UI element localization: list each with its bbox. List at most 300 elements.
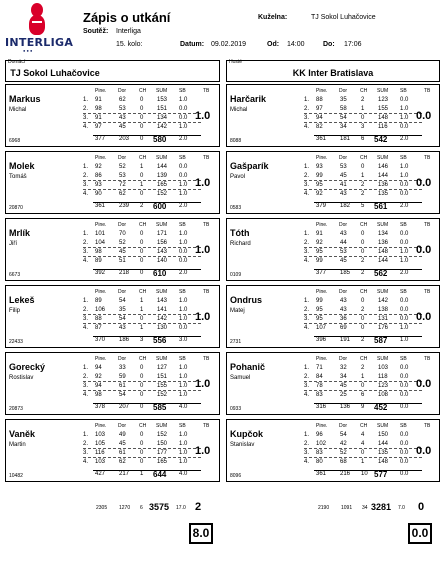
score-cell: 0 bbox=[361, 164, 365, 170]
score-row bbox=[304, 383, 422, 391]
score-row bbox=[83, 240, 201, 248]
logo-text: INTERLIGA bbox=[5, 36, 74, 49]
score-cell: 0.0 bbox=[400, 316, 409, 322]
score-cell: 2. bbox=[304, 307, 310, 313]
score-cell: 1.0 bbox=[179, 182, 188, 188]
score-cell: 0.0 bbox=[400, 298, 409, 304]
score-cell: 1 bbox=[140, 182, 144, 188]
score-cell: 4. bbox=[83, 392, 89, 398]
score-cell: 69 bbox=[340, 325, 347, 331]
score-cell: 53 bbox=[119, 106, 126, 112]
score-cell: 44 bbox=[340, 240, 347, 246]
score-cell: 1.0 bbox=[400, 106, 409, 112]
score-cell: 45 bbox=[119, 249, 126, 255]
column-header: SB bbox=[400, 88, 407, 94]
away-final-score: 0.0 bbox=[408, 523, 432, 544]
player-firstname: Rostislav bbox=[9, 375, 34, 381]
score-cell: 118 bbox=[378, 374, 388, 380]
total-cell: 2 bbox=[361, 337, 365, 343]
total-cell: 182 bbox=[340, 203, 351, 209]
score-cell: 0.0 bbox=[179, 325, 188, 331]
score-cell: 1. bbox=[83, 432, 89, 438]
player-id: 22433 bbox=[9, 339, 23, 345]
score-row bbox=[304, 298, 422, 306]
total-cell: 392 bbox=[95, 270, 106, 276]
column-header: TB bbox=[203, 222, 210, 228]
player-surname: Tóth bbox=[230, 228, 250, 238]
score-cell: 1. bbox=[304, 432, 310, 438]
score-row bbox=[304, 307, 422, 315]
column-header: TB bbox=[203, 289, 210, 295]
score-row bbox=[83, 365, 201, 373]
score-cell: 1.0 bbox=[400, 325, 409, 331]
total-cell: 4.0 bbox=[179, 471, 188, 477]
player-surname: Ondrus bbox=[230, 295, 263, 305]
score-cell: 116 bbox=[378, 124, 388, 130]
score-cell: 1. bbox=[304, 231, 310, 237]
score-row bbox=[304, 115, 422, 123]
score-cell: 1.0 bbox=[179, 450, 188, 456]
home-summary-pins: 2305 bbox=[96, 505, 108, 511]
score-cell: 0 bbox=[140, 124, 144, 130]
column-header: CH bbox=[360, 155, 368, 161]
player-id: 20873 bbox=[9, 406, 23, 412]
page-title: Zápis o utkání bbox=[83, 10, 171, 25]
score-cell: 0.0 bbox=[400, 307, 409, 313]
total-cell: 185 bbox=[340, 270, 351, 276]
total-cell: 361 bbox=[316, 136, 327, 142]
score-cell: 1.0 bbox=[179, 240, 188, 246]
score-cell: 102 bbox=[316, 441, 327, 447]
column-header: SUM bbox=[156, 423, 168, 429]
score-row bbox=[304, 97, 422, 105]
score-cell: 43 bbox=[340, 191, 347, 197]
score-cell: 106 bbox=[95, 307, 106, 313]
score-cell: 43 bbox=[340, 307, 347, 313]
home-player-box bbox=[5, 285, 220, 348]
score-cell: 165 bbox=[157, 182, 168, 188]
score-cell: 1.0 bbox=[400, 173, 409, 179]
score-cell: 155 bbox=[157, 383, 168, 389]
total-row bbox=[93, 135, 201, 145]
column-header: SB bbox=[179, 289, 186, 295]
score-cell: 165 bbox=[157, 459, 168, 465]
score-row bbox=[304, 240, 422, 248]
column-header: SUM bbox=[156, 88, 168, 94]
score-cell: 1.0 bbox=[179, 374, 188, 380]
player-id: 6673 bbox=[9, 272, 21, 278]
score-row bbox=[304, 164, 422, 172]
total-cell: 6 bbox=[361, 136, 365, 142]
score-cell: 2 bbox=[361, 307, 365, 313]
score-cell: 1.0 bbox=[179, 97, 188, 103]
score-cell: 70 bbox=[119, 231, 126, 237]
score-cell: 142 bbox=[157, 124, 168, 130]
score-cell: 153 bbox=[157, 97, 168, 103]
column-header: Dor bbox=[339, 88, 348, 94]
player-id: 10482 bbox=[9, 473, 23, 479]
total-cell: 4.0 bbox=[179, 404, 188, 410]
score-cell: 2 bbox=[361, 191, 365, 197]
player-surname: Mrlík bbox=[9, 228, 31, 238]
score-cell: 123 bbox=[378, 383, 389, 389]
competition-label: Soutěž: bbox=[83, 28, 109, 35]
score-cell: 2 bbox=[361, 258, 365, 264]
score-cell: 1 bbox=[361, 173, 365, 179]
score-cell: 32 bbox=[340, 365, 347, 371]
total-cell: 0 bbox=[140, 404, 144, 410]
score-cell: 0.0 bbox=[400, 441, 409, 447]
score-cell: 2. bbox=[304, 441, 310, 447]
column-header: CH bbox=[360, 222, 368, 228]
score-cell: 4. bbox=[83, 191, 89, 197]
player-surname: Vaněk bbox=[9, 429, 36, 439]
column-header: Dor bbox=[339, 222, 348, 228]
column-header: CH bbox=[139, 88, 147, 94]
score-cell: 89 bbox=[95, 298, 102, 304]
column-header: SUM bbox=[377, 289, 389, 295]
total-cell: 203 bbox=[119, 136, 130, 142]
column-header: SUM bbox=[377, 423, 389, 429]
column-header: TB bbox=[203, 423, 210, 429]
score-cell: 45 bbox=[340, 173, 347, 179]
score-cell: 1.0 bbox=[179, 365, 188, 371]
column-header: TB bbox=[424, 88, 431, 94]
away-summary-pins: 2190 bbox=[318, 505, 330, 511]
score-cell: 3. bbox=[83, 249, 89, 255]
score-row bbox=[304, 450, 422, 458]
total-cell: 427 bbox=[95, 471, 106, 477]
score-cell: 0.0 bbox=[400, 191, 409, 197]
date-value: 09.02.2019 bbox=[211, 41, 247, 48]
score-cell: 1.0 bbox=[179, 441, 188, 447]
total-cell: 0.0 bbox=[400, 471, 409, 477]
total-row bbox=[314, 470, 422, 480]
score-cell: 96 bbox=[316, 432, 323, 438]
score-cell: 45 bbox=[340, 258, 347, 264]
home-summary-points: 2 bbox=[195, 501, 202, 513]
score-row bbox=[83, 182, 201, 190]
total-row bbox=[314, 269, 422, 279]
column-header: CH bbox=[360, 423, 368, 429]
score-cell: 2. bbox=[304, 106, 310, 112]
score-cell: 0 bbox=[361, 316, 365, 322]
score-cell: 0 bbox=[361, 298, 365, 304]
home-summary-ch: 6 bbox=[140, 505, 143, 511]
column-header: CH bbox=[139, 222, 147, 228]
player-id: 8088 bbox=[230, 138, 242, 144]
score-cell: 4. bbox=[304, 191, 310, 197]
score-cell: 0.0 bbox=[179, 106, 188, 112]
score-row bbox=[304, 441, 422, 449]
player-id: 0109 bbox=[230, 272, 242, 278]
column-header: Pine. bbox=[95, 155, 107, 161]
competition-value: Interliga bbox=[116, 28, 141, 35]
match-points: 1.0 bbox=[195, 445, 211, 457]
alley-value: TJ Sokol Luhačovice bbox=[311, 14, 376, 21]
score-cell: 61 bbox=[119, 450, 126, 456]
score-row bbox=[304, 365, 422, 373]
score-row bbox=[83, 249, 201, 257]
column-header: SUM bbox=[156, 356, 168, 362]
score-cell: 2 bbox=[361, 97, 365, 103]
score-cell: 0.0 bbox=[400, 450, 409, 456]
score-cell: 2. bbox=[83, 240, 89, 246]
score-cell: 142 bbox=[157, 316, 168, 322]
column-header: CH bbox=[139, 155, 147, 161]
score-cell: 68 bbox=[340, 459, 347, 465]
score-cell: 101 bbox=[95, 231, 106, 237]
score-cell: 2. bbox=[83, 307, 89, 313]
score-cell: 53 bbox=[119, 173, 126, 179]
score-row bbox=[83, 307, 201, 315]
home-summary-sb: 17.0 bbox=[176, 505, 186, 511]
total-cell: 10 bbox=[361, 471, 368, 477]
total-row bbox=[314, 403, 422, 413]
away-summary-points: 0 bbox=[418, 501, 425, 513]
score-cell: 99 bbox=[316, 173, 323, 179]
score-cell: 35 bbox=[340, 97, 347, 103]
total-sum: 587 bbox=[374, 336, 388, 345]
score-cell: 51 bbox=[119, 258, 126, 264]
column-header: SB bbox=[179, 222, 186, 228]
total-cell: 216 bbox=[340, 471, 351, 477]
total-cell: 1.0 bbox=[400, 337, 409, 343]
score-row bbox=[83, 298, 201, 306]
score-cell: 1. bbox=[304, 365, 310, 371]
score-cell: 176 bbox=[378, 325, 389, 331]
total-cell: 181 bbox=[340, 136, 351, 142]
score-cell: 54 bbox=[119, 316, 126, 322]
score-cell: 1.0 bbox=[400, 115, 409, 121]
score-row bbox=[304, 392, 422, 400]
score-cell: 1.0 bbox=[400, 164, 409, 170]
total-cell: 361 bbox=[95, 203, 106, 209]
total-cell: 377 bbox=[316, 270, 327, 276]
total-cell: 218 bbox=[119, 270, 130, 276]
score-cell: 151 bbox=[157, 374, 168, 380]
start-label: Od: bbox=[267, 41, 280, 48]
score-cell: 1.0 bbox=[179, 191, 188, 197]
score-cell: 148 bbox=[378, 115, 389, 121]
score-row bbox=[83, 173, 201, 181]
score-cell: 103 bbox=[95, 432, 106, 438]
total-cell: 379 bbox=[316, 203, 327, 209]
score-row bbox=[83, 325, 201, 333]
score-cell: 1 bbox=[140, 298, 144, 304]
score-cell: 144 bbox=[378, 173, 389, 179]
score-cell: 90 bbox=[95, 191, 102, 197]
match-points: 0.0 bbox=[416, 445, 432, 457]
total-row bbox=[314, 336, 422, 346]
score-cell: 61 bbox=[119, 383, 126, 389]
score-cell: 144 bbox=[378, 441, 389, 447]
score-cell: 59 bbox=[119, 374, 126, 380]
column-header: Pine. bbox=[95, 356, 107, 362]
total-cell: 9 bbox=[361, 404, 365, 410]
column-header: SUM bbox=[377, 222, 389, 228]
score-cell: 88 bbox=[95, 316, 102, 322]
score-cell: 1. bbox=[83, 97, 89, 103]
score-cell: 3 bbox=[361, 124, 365, 130]
score-cell: 72 bbox=[119, 182, 126, 188]
score-cell: 1.0 bbox=[179, 124, 188, 130]
score-cell: 35 bbox=[119, 307, 126, 313]
score-cell: 177 bbox=[157, 450, 168, 456]
score-cell: 43 bbox=[340, 298, 347, 304]
score-cell: 1 bbox=[361, 106, 365, 112]
home-team-label: Domácí bbox=[8, 59, 26, 65]
score-cell: 83 bbox=[316, 392, 323, 398]
column-header: Dor bbox=[339, 155, 348, 161]
total-cell: 239 bbox=[119, 203, 130, 209]
home-final-score: 8.0 bbox=[189, 523, 213, 544]
score-cell: 4. bbox=[304, 459, 310, 465]
column-header: SUM bbox=[156, 222, 168, 228]
score-cell: 1 bbox=[140, 164, 144, 170]
player-firstname: Michal bbox=[9, 107, 27, 113]
score-row bbox=[304, 182, 422, 190]
total-cell: 0 bbox=[140, 270, 144, 276]
total-cell: 2.0 bbox=[179, 136, 188, 142]
score-cell: 1 bbox=[140, 307, 144, 313]
total-row bbox=[93, 403, 201, 413]
score-cell: 45 bbox=[119, 441, 126, 447]
home-player-box bbox=[5, 218, 220, 281]
score-cell: 3. bbox=[304, 115, 310, 121]
score-cell: 0 bbox=[140, 106, 144, 112]
total-sum: 542 bbox=[374, 135, 388, 144]
score-row bbox=[304, 231, 422, 239]
score-cell: 99 bbox=[316, 298, 323, 304]
score-cell: 0.0 bbox=[400, 97, 409, 103]
score-cell: 91 bbox=[95, 97, 102, 103]
score-row bbox=[83, 115, 201, 123]
score-cell: 54 bbox=[119, 392, 126, 398]
score-cell: 1. bbox=[304, 164, 310, 170]
score-cell: 2. bbox=[83, 106, 89, 112]
score-cell: 3. bbox=[83, 182, 89, 188]
score-cell: 1.0 bbox=[179, 307, 188, 313]
score-cell: 4. bbox=[83, 124, 89, 130]
score-row bbox=[83, 231, 201, 239]
score-cell: 1. bbox=[304, 97, 310, 103]
score-cell: 1. bbox=[83, 365, 89, 371]
score-cell: 1.0 bbox=[179, 316, 188, 322]
match-points: 1.0 bbox=[195, 378, 211, 390]
score-cell: 0 bbox=[140, 441, 144, 447]
score-cell: 25 bbox=[340, 392, 347, 398]
score-cell: 36 bbox=[340, 316, 347, 322]
score-row bbox=[304, 432, 422, 440]
interliga-logo bbox=[5, 3, 74, 53]
score-cell: 34 bbox=[340, 124, 347, 130]
score-cell: 144 bbox=[378, 258, 389, 264]
score-row bbox=[83, 191, 201, 199]
column-header: SB bbox=[400, 155, 407, 161]
score-cell: 0 bbox=[140, 392, 144, 398]
round-value: 15. kolo: bbox=[116, 41, 143, 48]
score-cell: 0 bbox=[361, 383, 365, 389]
score-cell: 52 bbox=[340, 450, 347, 456]
away-player-box bbox=[226, 84, 440, 147]
score-cell: 141 bbox=[157, 307, 168, 313]
total-row bbox=[93, 336, 201, 346]
score-cell: 140 bbox=[157, 258, 168, 264]
total-cell: 1 bbox=[140, 471, 144, 477]
total-sum: 452 bbox=[374, 403, 388, 412]
column-header: Pine. bbox=[316, 88, 328, 94]
column-header: CH bbox=[139, 356, 147, 362]
score-cell: 0 bbox=[140, 450, 144, 456]
score-cell: 98 bbox=[95, 249, 102, 255]
score-cell: 1.0 bbox=[400, 258, 409, 264]
total-cell: 2.0 bbox=[179, 270, 188, 276]
total-row bbox=[314, 135, 422, 145]
score-cell: 1 bbox=[361, 459, 365, 465]
total-cell: 136 bbox=[340, 404, 351, 410]
total-cell: 2.0 bbox=[179, 203, 188, 209]
player-firstname: Stanislav bbox=[230, 442, 255, 448]
total-cell: 0 bbox=[140, 136, 144, 142]
player-id: 0933 bbox=[230, 406, 242, 412]
score-row bbox=[83, 258, 201, 266]
start-value: 14:00 bbox=[287, 41, 305, 48]
score-cell: 0 bbox=[361, 249, 365, 255]
score-cell: 108 bbox=[378, 392, 389, 398]
column-header: SB bbox=[400, 222, 407, 228]
score-cell: 0.0 bbox=[400, 383, 409, 389]
score-cell: 4. bbox=[83, 325, 89, 331]
player-firstname: Richard bbox=[230, 241, 251, 247]
score-cell: 0.0 bbox=[400, 432, 409, 438]
home-player-box bbox=[5, 419, 220, 482]
score-cell: 43 bbox=[119, 115, 126, 121]
score-cell: 2. bbox=[304, 173, 310, 179]
score-cell: 0 bbox=[140, 240, 144, 246]
score-cell: 0.0 bbox=[179, 258, 188, 264]
score-cell: 3. bbox=[304, 182, 310, 188]
score-cell: 1.0 bbox=[179, 432, 188, 438]
score-cell: 150 bbox=[378, 432, 389, 438]
column-header: SB bbox=[179, 155, 186, 161]
score-cell: 41 bbox=[340, 182, 347, 188]
player-surname: Kupčok bbox=[230, 429, 264, 439]
column-header: Dor bbox=[118, 222, 127, 228]
score-cell: 0.0 bbox=[179, 115, 188, 121]
score-cell: 93 bbox=[95, 182, 102, 188]
away-summary-sum: 3281 bbox=[371, 502, 392, 512]
score-cell: 151 bbox=[157, 106, 168, 112]
player-surname: Pohanič bbox=[230, 362, 266, 372]
score-cell: 97 bbox=[316, 106, 323, 112]
column-header: Pine. bbox=[316, 289, 328, 295]
score-row bbox=[304, 106, 422, 114]
column-header: TB bbox=[424, 222, 431, 228]
score-cell: 88 bbox=[316, 97, 323, 103]
column-header: Dor bbox=[118, 423, 127, 429]
score-cell: 92 bbox=[95, 374, 102, 380]
total-cell: 191 bbox=[340, 337, 351, 343]
score-cell: 136 bbox=[378, 182, 389, 188]
total-cell: 2 bbox=[361, 270, 365, 276]
total-sum: 600 bbox=[153, 202, 167, 211]
score-cell: 95 bbox=[316, 182, 323, 188]
score-cell: 92 bbox=[95, 164, 102, 170]
total-sum: 556 bbox=[153, 336, 167, 345]
column-header: Dor bbox=[118, 289, 127, 295]
home-team-name: TJ Sokol Luhačovice bbox=[10, 68, 100, 78]
